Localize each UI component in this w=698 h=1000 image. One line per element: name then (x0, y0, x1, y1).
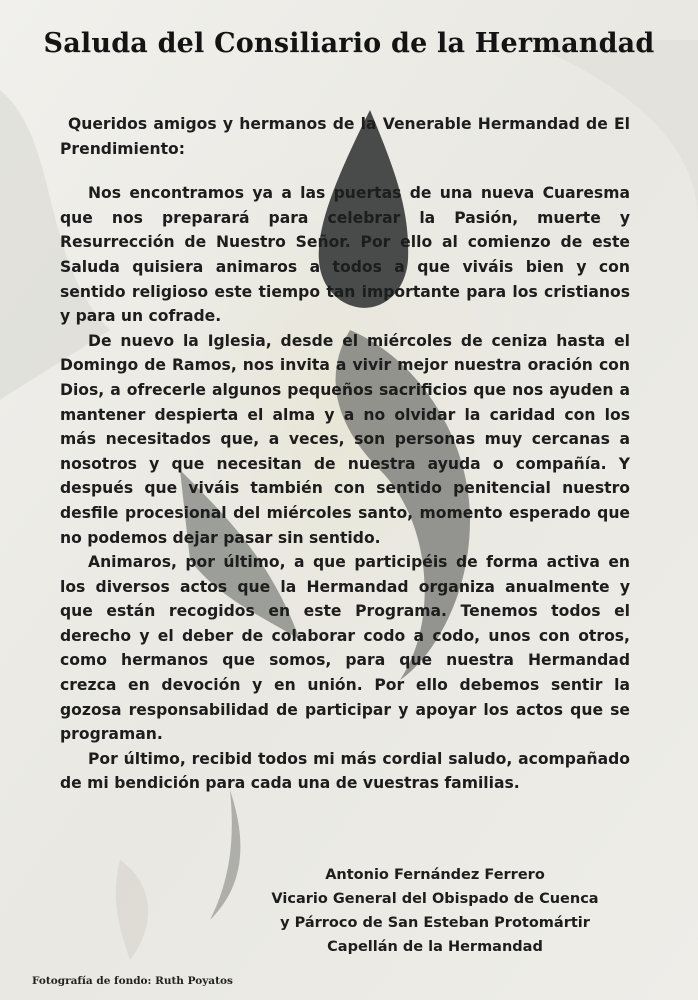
signature-title-2: y Párroco de San Esteban Protomártir (280, 915, 590, 931)
salutation: Queridos amigos y hermanos de la Venerable Hermandad de El Prendimiento: (60, 115, 630, 158)
signature-title-3: Capellán de la Hermandad (327, 939, 543, 955)
letter-body (60, 112, 630, 796)
signature-title-1: Vicario General del Obispado de Cuenca (271, 891, 599, 907)
signature-block (240, 863, 630, 959)
paragraph-3: Animaros, por último, a que participéis de forma activa en los diversos actos que la Hermandad organiza anualmente y que están recogidos en este Programa. Tenemos todos el derecho y el deber de colaborar codo a codo, unos con otros, como hermanos que somos, para que nuestra Hermandad crezca en devoción y en unión. Por ello debemos sentir la gozosa responsabilidad de participar y apoyar los actos que se programan. (60, 553, 630, 744)
page-title: Saluda del Consiliario de la Hermandad (43, 28, 655, 59)
photo-credit: Fotografía de fondo: Ruth Poyatos (32, 975, 233, 987)
paragraph-1: Nos encontramos ya a las puertas de una nueva Cuaresma que nos preparará para celebrar la Pasión, muerte y Resurrección de Nuestro Señor. Por ello al comienzo de este Saluda quisiera animaros a todos a que viváis bien y con sentido religioso este tiempo tan importante para los cristianos y para un cofrade. (60, 184, 630, 326)
signature-name: Antonio Fernández Ferrero (325, 867, 545, 883)
paragraph-4: Por último, recibid todos mi más cordial saludo, acompañado de mi bendición para cada una de vuestras familias. (60, 749, 630, 793)
paragraph-2: De nuevo la Iglesia, desde el miércoles de ceniza hasta el Domingo de Ramos, nos invita a vivir mejor nuestra oración con Dios, a ofrecerle algunos pequeños sacrificios que nos ayuden a mantener despierta el alma y a no olvidar la caridad con los más necesitados que, a veces, son personas muy cercanas a nosotros y que necesitan de nuestra ayuda o compañía. Y después que viváis también con sentido penitencial nuestro desfile procesional del miércoles santo, momento esperado que no podemos dejar pasar sin sentido. (60, 331, 630, 547)
